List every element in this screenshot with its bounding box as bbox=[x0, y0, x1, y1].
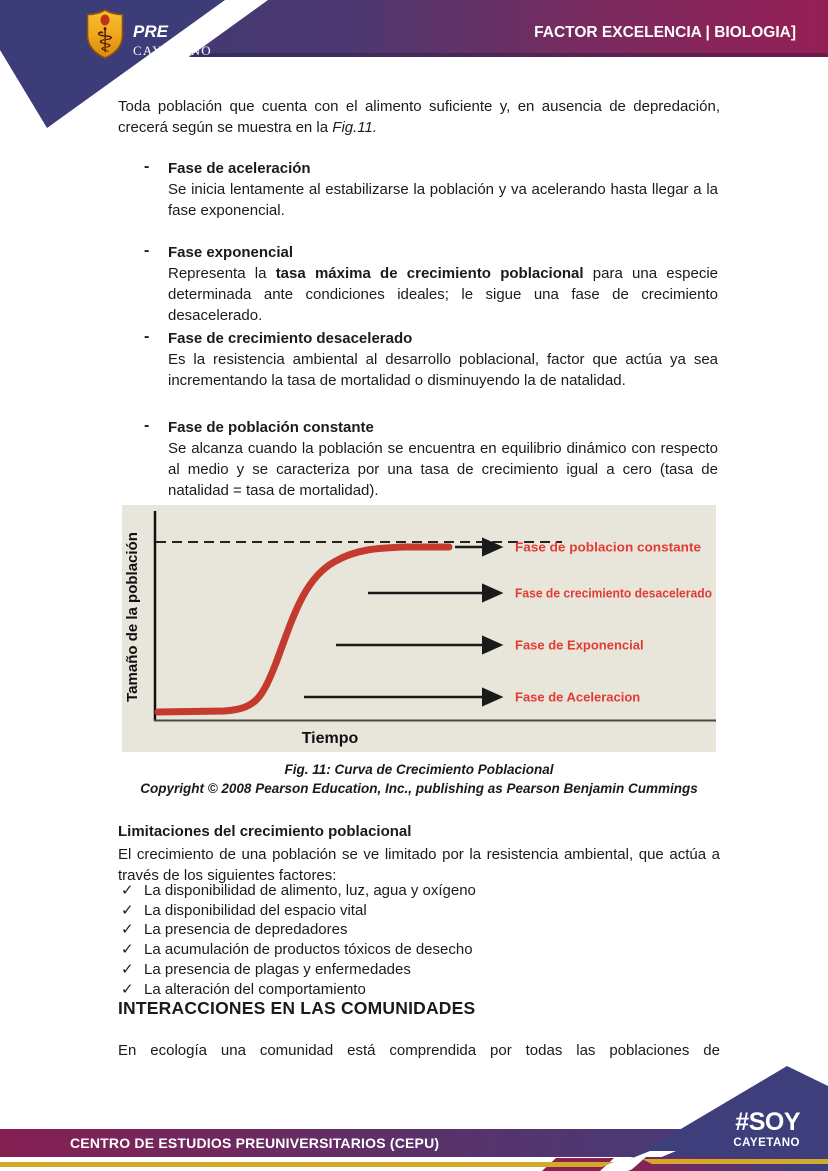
checklist-item bbox=[118, 940, 720, 960]
limitaciones-paragraph: El crecimiento de una población se ve limitado por la resistencia ambiental, que actúa a través de los siguientes factores: bbox=[118, 846, 720, 884]
phase-body-text: para una especie determinada ante condiciones ideales; le sigue una fase de crecimiento desacelerado. bbox=[168, 265, 718, 324]
list-dash: - bbox=[144, 417, 150, 434]
footer-gold-line-right bbox=[642, 1159, 828, 1164]
check-icon: ✓ bbox=[121, 901, 134, 919]
footer-gold-line-left bbox=[0, 1162, 614, 1167]
check-icon: ✓ bbox=[121, 980, 134, 998]
hashtag-soy: #SOY bbox=[735, 1108, 800, 1136]
phase-body bbox=[168, 263, 718, 326]
x-axis-label: Tiempo bbox=[301, 730, 359, 747]
caduceus-icon: ⚕ bbox=[95, 22, 115, 60]
interacciones-paragraph: En ecología una comunidad está comprendida por todas las poblaciones de bbox=[118, 1042, 720, 1059]
phase-item-desacelerado bbox=[140, 328, 718, 391]
phase-label-aceleracion: Fase de Aceleracion bbox=[515, 689, 641, 705]
phase-item-aceleracion bbox=[140, 158, 718, 221]
list-dash: - bbox=[144, 158, 150, 175]
list-dash: - bbox=[144, 242, 150, 259]
section-heading-interacciones: INTERACCIONES EN LAS COMUNIDADES bbox=[118, 998, 476, 1018]
checklist-item-text: La disponibilidad de alimento, luz, agua y oxígeno bbox=[144, 882, 476, 899]
checklist-item-text: La presencia de depredadores bbox=[144, 921, 348, 939]
figure-reference: Fig.11. bbox=[332, 119, 378, 136]
checklist-item-text: La acumulación de productos tóxicos de desecho bbox=[144, 941, 473, 959]
phase-title: Fase de crecimiento desacelerado bbox=[168, 330, 413, 347]
checklist-item bbox=[118, 980, 720, 1000]
phase-title: Fase de población constante bbox=[168, 419, 374, 436]
footer-decoration bbox=[0, 1056, 828, 1171]
footer-bar-text: CENTRO DE ESTUDIOS PREUNIVERSITARIOS (CEPU) bbox=[70, 1135, 440, 1151]
section-heading-limitaciones: Limitaciones del crecimiento poblacional bbox=[118, 823, 412, 840]
figure-caption: Fig. 11: Curva de Crecimiento Poblacional bbox=[284, 762, 554, 777]
check-icon: ✓ bbox=[121, 960, 134, 978]
check-icon: ✓ bbox=[121, 882, 134, 899]
phase-item-exponencial bbox=[140, 242, 718, 326]
logo-text-pre: PRE bbox=[133, 22, 168, 41]
checklist-item-text: La alteración del comportamiento bbox=[144, 980, 366, 998]
checklist-item bbox=[118, 881, 720, 901]
intro-paragraph bbox=[118, 96, 720, 138]
hashtag-cayetano: CAYETANO bbox=[733, 1137, 800, 1149]
checklist-item bbox=[118, 920, 720, 940]
phase-label-desacelerado: Fase de crecimiento desacelerado bbox=[515, 585, 713, 601]
checklist-item-text: La presencia de plagas y enfermedades bbox=[144, 960, 411, 978]
intro-text: Toda población que cuenta con el alimento suficiente y, en ausencia de depredación, crecerá según se muestra en la bbox=[118, 98, 720, 136]
logistic-curve bbox=[158, 547, 449, 712]
checklist-item bbox=[118, 960, 720, 980]
phase-body-text: Representa la bbox=[168, 265, 276, 282]
checklist-item bbox=[118, 901, 720, 921]
limitaciones-checklist bbox=[118, 881, 720, 999]
phase-item-constante bbox=[140, 417, 718, 501]
checklist-item-text: La disponibilidad del espacio vital bbox=[144, 901, 367, 919]
phase-label-exponencial: Fase de Exponencial bbox=[515, 637, 644, 653]
phase-title: Fase de aceleración bbox=[168, 160, 311, 177]
phase-label-constante: Fase de poblacion constante bbox=[515, 539, 701, 555]
list-dash: - bbox=[144, 328, 150, 345]
check-icon: ✓ bbox=[121, 941, 134, 959]
y-axis-label: Tamaño de la población bbox=[124, 532, 141, 702]
figure-growth-curve bbox=[122, 505, 716, 752]
growth-curve-chart bbox=[122, 505, 716, 752]
check-icon: ✓ bbox=[121, 921, 134, 939]
figure-copyright: Copyright © 2008 Pearson Education, Inc., publishing as Pearson Benjamin Cummings bbox=[140, 781, 698, 796]
phase-body: Se inicia lentamente al estabilizarse la población y va acelerando hasta llegar a la fase exponencial. bbox=[168, 181, 718, 219]
phase-title: Fase exponencial bbox=[168, 244, 294, 261]
header-title: FACTOR EXCELENCIA | BIOLOGIA] bbox=[534, 24, 796, 41]
logo-text-cayetano: CAYETANO bbox=[133, 43, 212, 58]
header-band-edge bbox=[189, 53, 828, 57]
phase-body: Se alcanza cuando la población se encuentra en equilibrio dinámico con respecto al medio y se caracteriza por una tasa de crecimiento igual a cero (tasa de natalidad = tasa de mortalidad). bbox=[168, 440, 718, 499]
phase-body: Es la resistencia ambiental al desarrollo poblacional, factor que actúa ya sea incrementando la tasa de mortalidad o disminuyendo la de natalidad. bbox=[168, 351, 718, 389]
phase-body-bold: tasa máxima de crecimiento poblacional bbox=[275, 265, 584, 282]
